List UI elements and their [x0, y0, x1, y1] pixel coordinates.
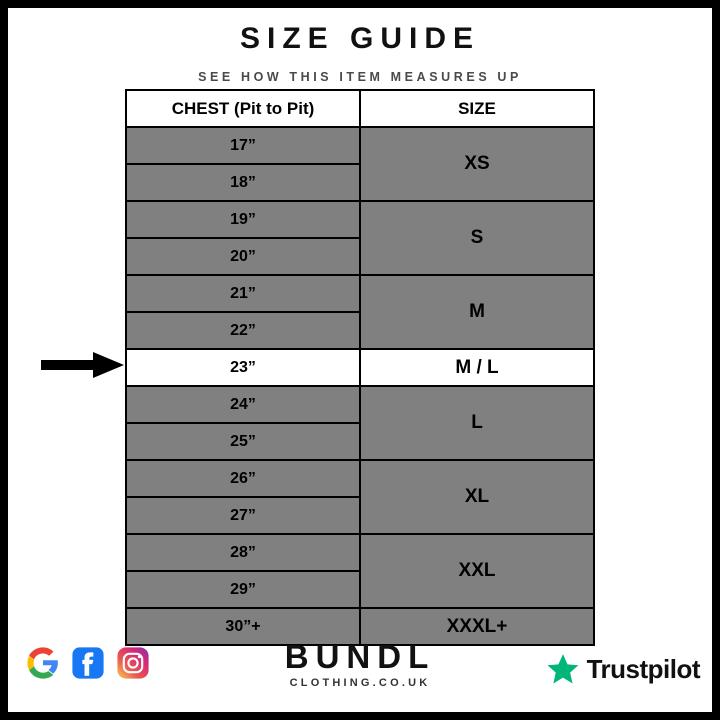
- size-value-selected: M / L: [360, 349, 594, 386]
- size-guide-card: [8, 8, 712, 712]
- chest-value: 27”: [126, 497, 360, 534]
- page-title: SIZE GUIDE: [239, 22, 481, 55]
- page-subtitle: SEE HOW THIS ITEM MEASURES UP: [198, 70, 522, 84]
- chest-value: 17”: [126, 127, 360, 164]
- column-header-chest: CHEST (Pit to Pit): [126, 90, 360, 127]
- chest-value: 28”: [126, 534, 360, 571]
- table-row: [126, 386, 594, 423]
- size-table: [125, 89, 595, 646]
- chest-value-selected: 23”: [126, 349, 360, 386]
- brand-subtitle: CLOTHING.CO.UK: [289, 676, 431, 689]
- size-value: XXL: [360, 534, 594, 608]
- table-row: [126, 460, 594, 497]
- size-value: XS: [360, 127, 594, 201]
- chest-value: 19”: [126, 201, 360, 238]
- size-value: S: [360, 201, 594, 275]
- chest-value: 18”: [126, 164, 360, 201]
- table-row: [126, 127, 594, 164]
- brand-name: BUNDL: [284, 638, 436, 675]
- table-row-highlighted: [126, 349, 594, 386]
- size-table-wrap: [125, 89, 595, 646]
- chest-value: 29”: [126, 571, 360, 608]
- size-value: L: [360, 386, 594, 460]
- chest-value: 21”: [126, 275, 360, 312]
- trustpilot-badge[interactable]: [546, 652, 700, 686]
- chest-value: 24”: [126, 386, 360, 423]
- column-header-size: SIZE: [360, 90, 594, 127]
- table-row: [126, 534, 594, 571]
- trustpilot-label: Trustpilot: [586, 653, 700, 684]
- table-header-row: [126, 90, 594, 127]
- chest-value: 30”+: [126, 608, 360, 645]
- trustpilot-star-icon: [546, 652, 580, 686]
- chest-value: 25”: [126, 423, 360, 460]
- chest-value: 20”: [126, 238, 360, 275]
- footer: [8, 640, 712, 712]
- table-row: [126, 275, 594, 312]
- arrow-right-icon: [41, 351, 125, 379]
- chest-value: 22”: [126, 312, 360, 349]
- size-value: XXXL+: [360, 608, 594, 645]
- chest-value: 26”: [126, 460, 360, 497]
- size-value: M: [360, 275, 594, 349]
- table-row: [126, 201, 594, 238]
- size-value: XL: [360, 460, 594, 534]
